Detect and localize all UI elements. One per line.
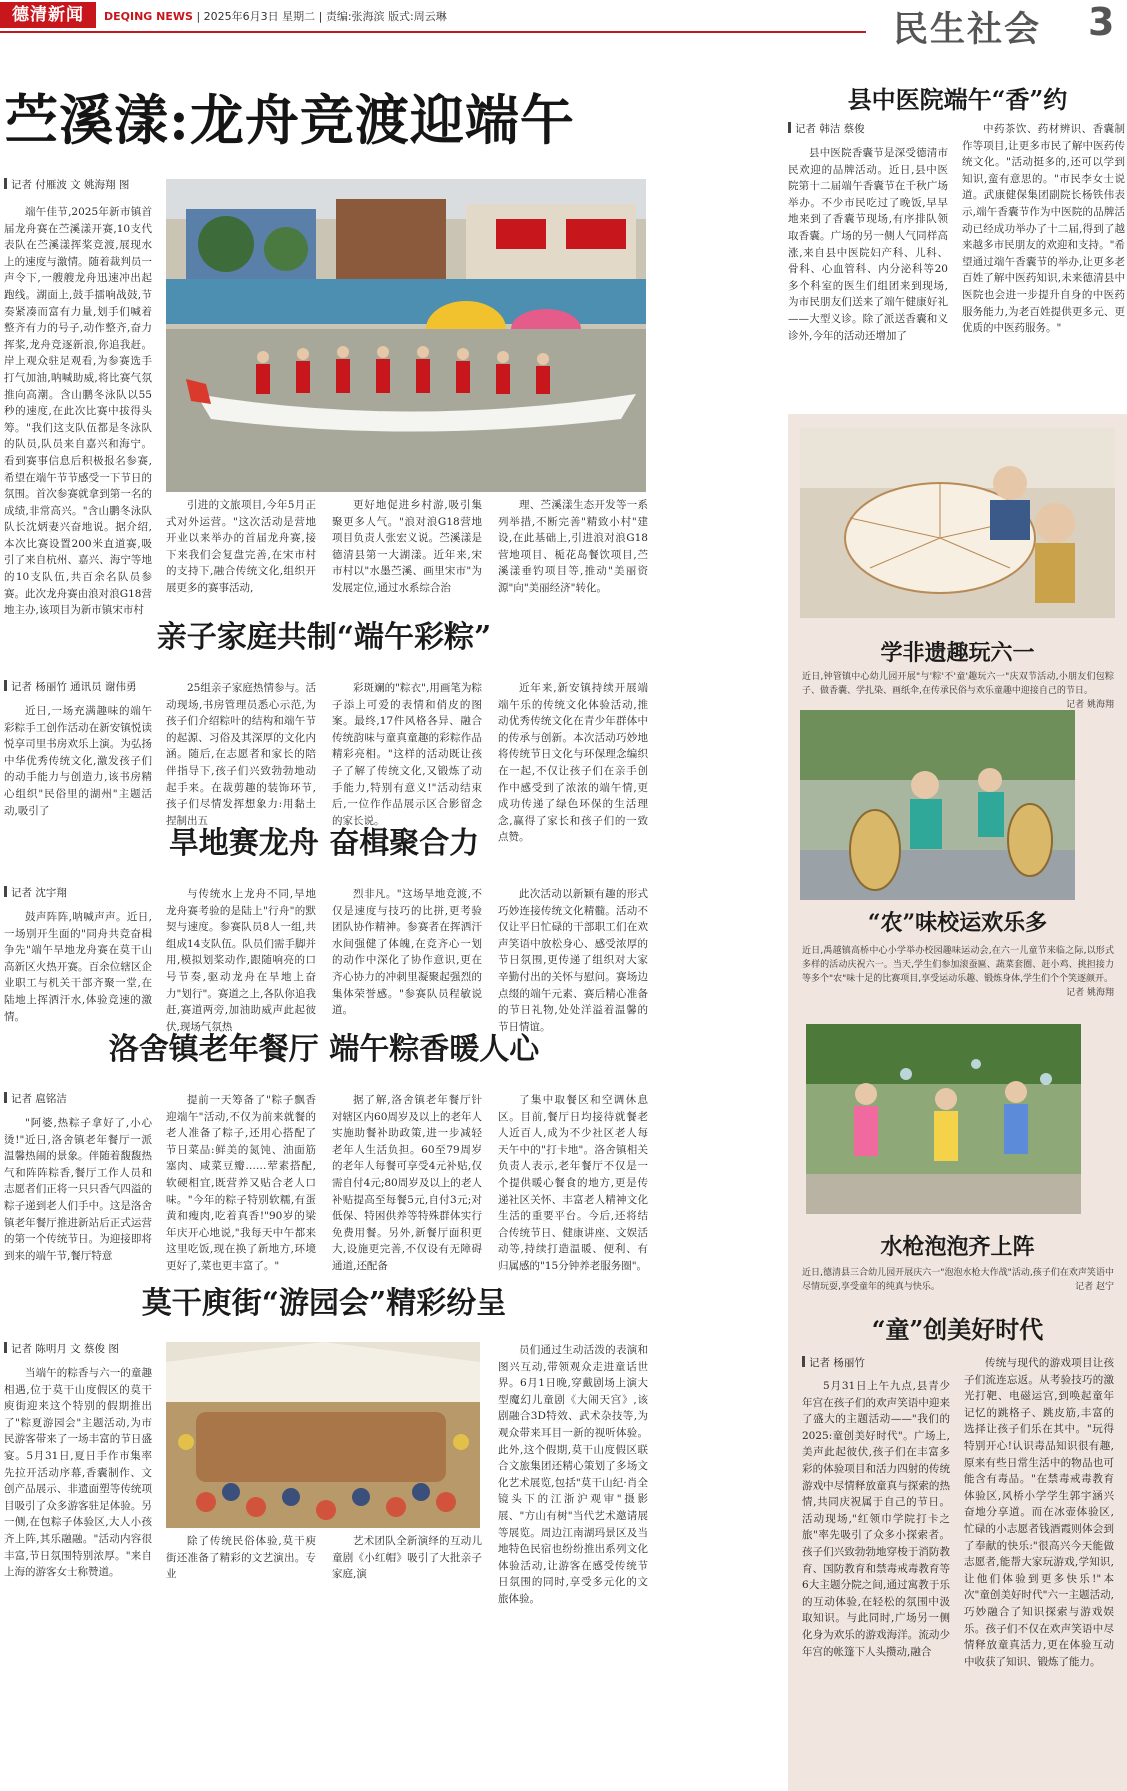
garden-fair-column-3: 艺术团队全新演绎的互动儿童剧《小红帽》吸引了大批亲子家庭,演 — [332, 1535, 482, 1581]
sports-day-photo — [800, 710, 1075, 900]
hospital-headline: 县中医院端午“香”约 — [847, 85, 1068, 114]
garden-fair-column-1: 当端午的粽香与六一的童趣相遇,位于莫干山度假区的莫干庾街迎来这个特别的假期推出了"粽夏游园会"主题活动,为市民游客带来了一场丰富的节日盛宴。5月31日,夏日手作市集率先拉开活动序幕,香囊制作、文创产品展示、非遗面塑等传统项目吸引了众多游客驻足体验。另一侧,在包粽子体验区,大人小孩齐上阵,其乐融融。"活动内容很丰富,节日氛围特别浓厚。"来自上海的游客女士称赞道。 — [4, 1367, 152, 1579]
elder-canteen-column-1: "阿婆,热粽子拿好了,小心烫!"近日,洛舍镇老年餐厅一派温馨热闹的景象。伴随着馥馥热气和阵阵粽香,餐厅工作人员和志愿者们正将一只只香气四溢的粽子递到老人们手中。这是洛舍镇老年餐厅推进新站后正式运营的第一个传统节日。为迎接即将到来的端午节,餐厅特意 — [4, 1117, 152, 1262]
water-gun-credit: 记者 赵宁 — [1075, 1282, 1114, 1292]
elder-canteen-column-2: 提前一天筹备了"粽子飘香迎端午"活动,不仅为前来就餐的老人准备了粽子,还用心搭配了节日菜品:鲜美的氮饨、油面筋塞肉、咸菜豆瓣……荤素搭配,软硬相宜,既营养又贴合老人口味。"今年的粽子特别软糯,有蛋黄和瘦肉,吃着真香!"90岁的梁年庆开心地说,"我每天中午都来这里吃饭,现在换了新地方,环境更好了,菜也更丰富了。" — [166, 1094, 316, 1272]
land-dragon-column-2: 与传统水上龙舟不同,旱地龙舟赛考验的是陆上"行舟"的默契与速度。参赛队员8人一组,共组成14支队伍。队员们需手脚并用,模拟划桨动作,跟随响亮的口号节奏,驱动龙舟在旱地上奋力"划行"。赛道之上,各队你追我赶,赛道两旁,加油助威声此起彼伏,现场气氛热 — [166, 888, 316, 1033]
zongzi-byline: 记者 杨丽竹 通讯员 谢伟勇 — [4, 679, 137, 694]
heritage-credit: 记者 姚海翔 — [1066, 700, 1114, 710]
heritage-title: 学非遗趣玩六一 — [880, 640, 1035, 666]
hospital-byline: 记者 韩洁 蔡俊 — [788, 121, 865, 136]
garden-fair-column-2: 除了传统民俗体验,莫干庾街还准备了精彩的文艺演出。专业 — [166, 1535, 316, 1581]
water-gun-title: 水枪泡泡齐上阵 — [880, 1234, 1035, 1260]
hospital-column-2: 中药茶饮、药材辨识、香囊制作等项目,让更多市民了解中医药传统文化。"活动挺多的,还可以学到知识,蛮有意思的。"市民李女士说道。武康健保集团副院长杨铁伟表示,端午香囊节作为中医院的品牌活动已经成功举办了十二届,得到了越来越多市民朋友的欢迎和支持。"希望通过端午香囊节的举办,让更多老百姓了解中医药知识,未来德清县中医院也会进一步提升自身的中医药服务能力,为老百姓提供更多元、更优质的中医药服务。" — [962, 123, 1125, 335]
section-name: 民生社会 — [893, 10, 1042, 50]
garden-fair-headline: 莫干庾街“游园会”精彩纷呈 — [141, 1286, 507, 1321]
hospital-column-1: 县中医院香囊节是深受德清市民欢迎的品牌活动。近日,县中医院第十二届端午香囊节在千秋广场举办。不少市民吃过了晚饭,早早地来到了香囊节现场,有序排队领取香囊。广场的另一侧人气同样高涨,来自县中医院妇产科、儿科、骨科、心血管科、内分泌科等20多个科室的医生们组团来到现场,为市民朋友们送来了端午健康好礼——大型义诊。除了派送香囊和义诊外,今年的活动还增加了 — [788, 147, 948, 342]
page-number: 3 — [1088, 0, 1115, 44]
heritage-photo — [800, 428, 1115, 618]
kids-byline: 记者 杨丽竹 — [802, 1355, 865, 1370]
heritage-caption: 近日,钟管镇中心幼儿园开展"与'粽'不'童'趣玩六一"庆双节活动,小朋友们包粽子、做香囊、学扎染、画纸伞,在传承民俗与欢乐童趣中迎接自己的节日。 记者 姚海翔 — [802, 672, 1114, 710]
layout-credit: 版式:周云琳 — [388, 10, 447, 23]
lead-column-3: 更好地促进乡村游,吸引集聚更多人气。"浪对浪G18营地项目负责人张宏义说。苎溪漾是德清县第一大湖漾。近年来,宋市村以"水墨苎溪、画里宋市"为发展定位,通过水系综合治 — [332, 499, 482, 594]
issue-weekday: 星期二 — [282, 10, 316, 23]
zongzi-column-4: 近年来,新安镇持续开展端端午乐的传统文化体验活动,推动优秀传统文化在青少年群体中的传承与创新。本次活动巧妙地将传统节日文化与环保理念编织在一起,不仅让孩子们在亲手创作中感受到了浓浓的端午情,更成功传递了绿色环保的生活理念,赢得了家长和孩子们的一致点赞。 — [498, 682, 648, 844]
photo-sidebar — [788, 414, 1127, 1791]
newspaper-logo: 德清新闻 — [0, 2, 96, 28]
elder-canteen-column-3: 据了解,洛舍镇老年餐厅针对辖区内60周岁及以上的老年人实施助餐补助政策,进一步减轻老年人生活负担。60至79周岁的老年人每餐可享受4元补贴,仅需自付4元;80周岁及以上的老人补贴提高至每餐5元,自付3元;对低保、特困供养等特殊群体实行免费用餐。另外,新餐厅面积更大,设施更完善,不仅设有无障碍通道,还配备 — [332, 1094, 482, 1272]
zongzi-headline: 亲子家庭共制“端午彩粽” — [156, 620, 492, 655]
land-dragon-column-4: 此次活动以新颖有趣的形式巧妙连接传统文化精髓。活动不仅让平日忙碌的干部职工们在欢声笑语中放松身心、感受浓厚的节日氛围,更传递了组织对大家辛勤付出的关怀与慰问。赛场边点缀的端午元素、赛后精心准备的节日礼物,处处洋溢着温馨的节日情谊。 — [498, 888, 648, 1033]
garden-fair-column-4: 员们通过生动活泼的表演和图兴互动,带领观众走进童话世界。6月1日晚,穿戴剧场上演大型魔幻儿童剧《大闹天宫》,该剧融合3D特效、武术杂技等,为观众带来耳目一新的视听体验。此外,这个假期,莫干山度假区联合文旅集团还精心策划了多场文化艺术展览,包括"莫干山纪·肖全镜头下的江浙沪观审"摄影展、"方山有树"当代艺术邀请展等展览。周边江南湖玛景区及当地特色民宿也纷纷推出系列文化体验活动,让游客在感受传统节日氛围的同时,享受多元化的文旅体验。 — [498, 1344, 648, 1605]
sports-day-credit: 记者 姚海翔 — [1066, 988, 1114, 998]
lead-column-4: 理、苎溪漾生态开发等一系列举措,不断完善"精致小村"建设,在此基础上,引进浪对浪G18营地项目、栀花岛餐饮项目,苎溪漾垂钓项目等,推动"美丽资源"向"美丽经济"转化。 — [498, 499, 648, 594]
water-gun-caption: 近日,德清县三合幼儿园开展庆六一"泡泡水枪大作战"活动,孩子们在欢声笑语中尽情玩耍,享受童年的纯真与快乐。 记者 赵宁 — [802, 1268, 1114, 1292]
garden-fair-photo — [166, 1342, 480, 1528]
dragon-boat-photo — [166, 179, 646, 492]
masthead — [0, 0, 1127, 48]
water-gun-photo — [806, 1024, 1081, 1214]
lead-column-1: 端午佳节,2025年新市镇首届龙舟赛在苎溪漾开赛,10支代表队在苎溪漾挥桨竞渡,展现水上的速度与激情。随着裁判员一声令下,一艘艘龙舟迅速冲出起跑线。湖面上,鼓手擂响战鼓,节奏紧凑而富有力量,划手们喊着整齐有力的号子,动作整齐,奋力挥桨,龙舟竞逐新浪,你追我赶。岸上观众驻足观看,为参赛选手打气加油,呐喊助威,将比赛气氛推向高潮。含山鹏冬泳队以55秒的速度,在此次比赛中拔得头筹。"我们这支队伍都是冬泳队的队员,队员来自嘉兴和海宁。看到赛事信息后积极报名参赛,希望在端午节节感受一下节日的氛围。首次参赛就拿到第一名的成绩,非常高兴。"含山鹏冬泳队队长沈炳妻兴奋地说。据介绍,本次比赛设置200米直道赛,吸引了来自杭州、嘉兴、海宁等地的10支队伍,共百余名队员参赛。此次龙舟赛由浪对浪G18营地主办,该项目为新市镇宋市村 — [4, 206, 152, 617]
zongzi-column-3: 彩斑斓的"粽衣",用画笔为粽子添上可爱的表情和俏皮的图案。最终,17件风格各异、融合传统韵味与童真童趣的彩粽作品精彩亮相。"这样的活动既让孩子了解了传统文化,又锻炼了动手能力,特别有意义!"活动结束后,一位作作品展示区合影留念的家长说。 — [332, 682, 482, 827]
elder-canteen-headline: 洛舍镇老年餐厅 端午粽香暖人心 — [108, 1032, 540, 1067]
editor-credit: 责编:张海滨 — [325, 10, 385, 23]
zongzi-column-2: 25组亲子家庭热情参与。活动现场,书房管理员悉心示范,为孩子们介绍粽叶的结构和端午节的起源、习俗及其深厚的文化内涵。随后,在志愿者和家长的陪伴指导下,孩子们兴致勃勃地动起手来。在裁剪趣的装饰环节,孩子们尽情发挥想象力:用黏土捏制出五 — [166, 682, 316, 827]
sports-day-caption: 近日,禹越镇高桥中心小学举办校园趣味运动会,在六一儿童节来临之际,以形式多样的活动庆祝六一。当天,学生们参加滚蚕匾、蔬菜套圈、赶小鸡、挑担接力等多个"农"味十足的比赛项目,享受运动乐趣、锻炼身体,学生们个个笑逐颜开。 记者 姚海翔 — [802, 946, 1114, 998]
lead-column-2: 引进的文旅项目,今年5月正式对外运营。"这次活动是营地开业以来举办的首届龙舟赛,接下来我们会复盘完善,在宋市村的支持下,融合传统文化,组织开展更多的赛事活动, — [166, 499, 316, 594]
garden-fair-byline: 记者 陈明月 文 蔡俊 图 — [4, 1341, 119, 1356]
land-dragon-headline: 旱地赛龙舟 奋楫聚合力 — [168, 826, 480, 861]
elder-canteen-byline: 记者 扈铭洁 — [4, 1091, 67, 1106]
lead-headline: 苎溪漾:龙舟竞渡迎端午 — [4, 88, 575, 152]
paper-name: DEQING NEWS — [104, 10, 193, 23]
masthead-rule — [0, 31, 866, 33]
land-dragon-byline: 记者 沈宇翔 — [4, 885, 67, 900]
kids-headline: “童”创美好时代 — [871, 1315, 1044, 1344]
kids-column-2: 传统与现代的游戏项目让孩子们流连忘返。从考验技巧的激光打靶、电磁运宫,到唤起童年记忆的跳格子、跳皮筋,丰富的选择让孩子们乐在其中。"玩得特别开心!认识毒品知识很有趣,原来有些日常生活中的物品也可能含有毒品。"在禁毒戒毒教育体验区,风桥小学学生郭宇涵兴奋地分享道。而在冰壶体验区,忙碌的小志愿者钱酒霞则体会到了奉献的快乐:"很高兴今天能做志愿者,能帮大家玩游戏,学知识,让他们体验到更多快乐!"本次"童创美好时代"六一主题活动,巧妙融合了知识探索与游戏娱乐。孩子们不仅在欢声笑语中尽情释放童真活力,更在体验互动中收获了知识、锻炼了能力。 — [964, 1357, 1114, 1668]
lead-byline: 记者 付雁波 文 姚海翔 图 — [4, 177, 129, 192]
land-dragon-column-3: 烈非凡。"这场旱地竞渡,不仅是速度与技巧的比拼,更考验团队协作精神。参赛者在挥洒汗水间强健了体魄,在竞齐心一划的动作中深化了协作意识,更在齐心协力的冲刺里凝聚起强烈的集体荣誉感。"参赛队员程敏说道。 — [332, 888, 482, 1017]
issue-date: 2025年6月3日 — [203, 10, 279, 23]
zongzi-column-1: 近日,一场充满趣味的端午彩粽手工创作活动在新安镇悦读悦享司里书房欢乐上演。为弘扬中华优秀传统文化,激发孩子们的动手能力与创造力,该书房精心组织"民俗里的湖州"主题活动,吸引了 — [4, 705, 152, 817]
masthead-info: DEQING NEWS | 2025年6月3日 星期二 | 责编:张海滨 版式:周云琳 — [104, 10, 447, 23]
elder-canteen-column-4: 了集中取餐区和空调休息区。目前,餐厅日均接待就餐老人近百人,成为不少社区老人每天午中的"打卡地"。洛舍镇相关负责人表示,老年餐厅不仅是一个提供暖心餐食的地方,更是传递社区关怀、丰富老人精神文化生活的重要平台。今后,还将结合传统节日、健康讲座、文娱活动等,持续打造温暖、便利、有归属感的"15分钟养老服务圈"。 — [498, 1094, 648, 1272]
sports-day-title: “农”味校运欢乐多 — [867, 910, 1048, 936]
land-dragon-column-1: 鼓声阵阵,呐喊声声。近日,一场别开生面的"同舟共竞奋楫争先"端午旱地龙舟赛在莫干山高新区火热开赛。百余位辖区企业职工与机关干部齐聚一堂,在陆地上挥洒汗水,体验竞速的激情。 — [4, 911, 152, 1023]
kids-column-1: 5月31日上午九点,县青少年宫在孩子们的欢声笑语中迎来了盛大的主题活动——"我们的2025:童创美好时代"。广场上,美声此起彼伏,孩子们在丰富多彩的体验项目和活力四射的传统游戏中尽情释放童真与探索的热情,共同庆祝属于自己的节日。活动现场,"红领巾学院打卡之旅"率先吸引了众多小探索者。孩子们兴致勃勃地穿梭于消防教育、国防教育和禁毒戒毒教育等6大主题分院之间,通过寓教于乐的互动体验,在轻松的氛围中汲取知识。与此同时,广场另一侧化身为欢乐的游戏海洋。流动少年宫的帐篷下人头攒动,融合 — [802, 1380, 950, 1658]
